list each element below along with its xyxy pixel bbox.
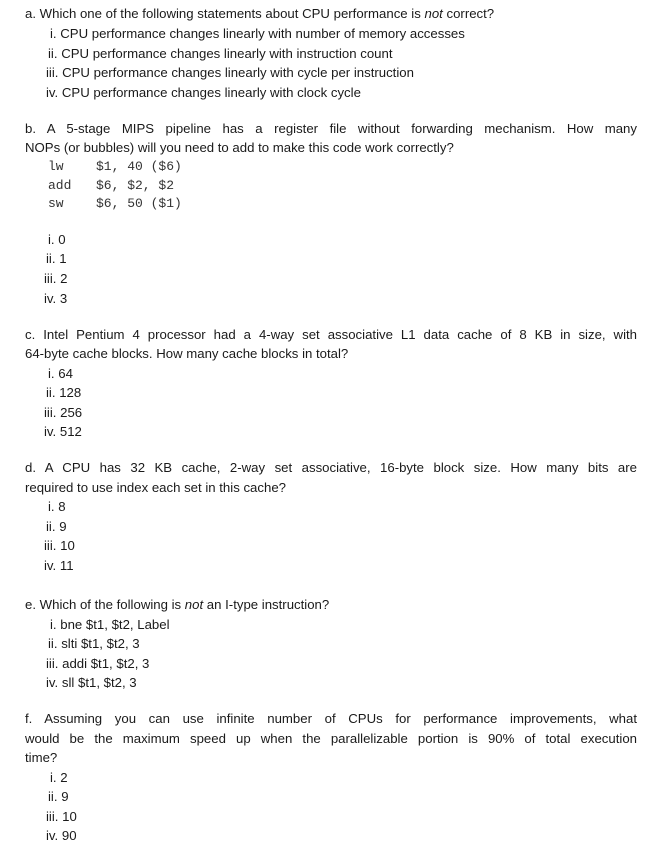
question-a-option-4: iv. CPU performance changes linearly with clock cycle	[46, 85, 361, 100]
question-d-stem-line1: d. A CPU has 32 KB cache, 2-way set associative, 16-byte block size. How many bits are	[25, 460, 637, 475]
question-c-option-2: ii. 128	[46, 385, 82, 400]
question-c-stem-line2: 64-byte cache blocks. How many cache blocks in total?	[25, 346, 349, 361]
question-e-option-2: ii. slti $t1, $t2, 3	[48, 636, 140, 651]
question-b-option-3: iii. 2	[44, 271, 68, 286]
question-e-option-3: iii. addi $t1, $t2, 3	[46, 656, 150, 671]
question-d-option-1: i. 8	[48, 499, 66, 514]
question-a-stem: a. Which one of the following statements about CPU performance is not correct?	[25, 6, 495, 21]
question-c-option-4: iv. 512	[44, 424, 82, 439]
question-f-option-2: ii. 9	[48, 789, 69, 804]
question-e-option-1: i. bne $t1, $t2, Label	[50, 617, 170, 632]
question-f-stem-line3: time?	[25, 750, 58, 765]
question-a-option-2: ii. CPU performance changes linearly with instruction count	[48, 46, 393, 61]
question-d-option-2: ii. 9	[46, 519, 67, 534]
question-b-option-2: ii. 1	[46, 251, 67, 266]
question-e-option-4: iv. sll $t1, $t2, 3	[46, 675, 137, 690]
question-b-stem-line2: NOPs (or bubbles) will you need to add to make this code work correctly?	[25, 140, 454, 155]
question-c-option-1: i. 64	[48, 366, 73, 381]
question-c-option-3: iii. 256	[44, 405, 83, 420]
question-f-option-3: iii. 10	[46, 809, 77, 824]
question-b-option-1: i. 0	[48, 232, 66, 247]
question-f-stem-line2: would be the maximum speed up when the parallelizable portion is 90% of total execution	[25, 731, 637, 746]
question-a-option-3: iii. CPU performance changes linearly with cycle per instruction	[46, 65, 414, 80]
code-line-1: lw $1, 40 ($6)	[48, 159, 182, 174]
question-e-stem: e. Which of the following is not an I-type instruction?	[25, 597, 330, 612]
question-b-stem-line1: b. A 5-stage MIPS pipeline has a register file without forwarding mechanism. How many	[25, 121, 637, 136]
question-d-option-4: iv. 11	[44, 558, 74, 573]
question-f-stem-line1: f. Assuming you can use infinite number of CPUs for performance improvements, what	[25, 711, 637, 726]
question-b-option-4: iv. 3	[44, 291, 68, 306]
question-a-option-1: i. CPU performance changes linearly with number of memory accesses	[50, 26, 465, 41]
question-c-stem-line1: c. Intel Pentium 4 processor had a 4-way set associative L1 data cache of 8 KB in size, with	[25, 327, 637, 342]
question-f-option-4: iv. 90	[46, 828, 77, 843]
question-d-stem-line2: required to use index each set in this cache?	[25, 480, 286, 495]
code-line-3: sw $6, 50 ($1)	[48, 196, 182, 211]
question-f-option-1: i. 2	[50, 770, 68, 785]
question-d-option-3: iii. 10	[44, 538, 75, 553]
code-line-2: add $6, $2, $2	[48, 178, 175, 193]
